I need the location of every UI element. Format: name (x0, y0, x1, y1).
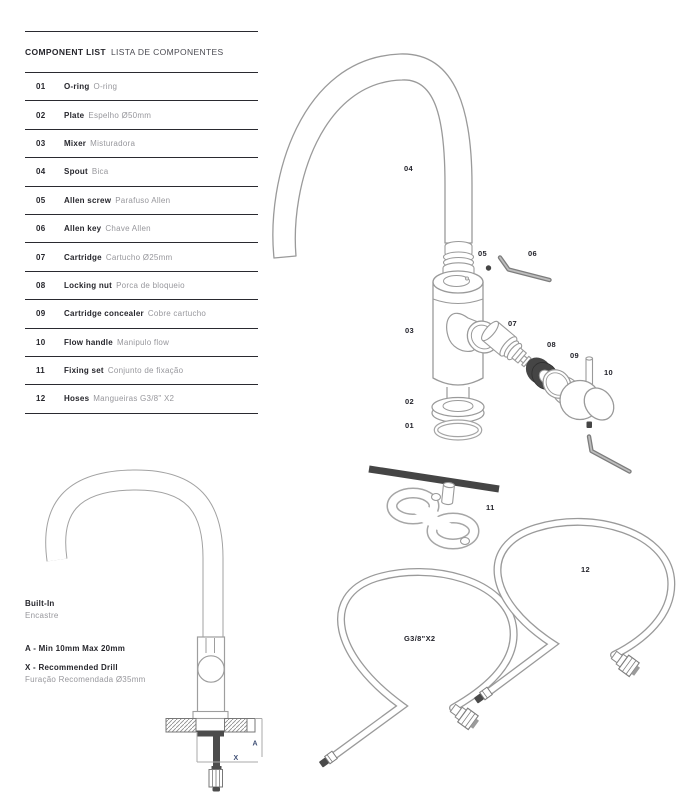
component-row (25, 357, 258, 385)
part-label-08: 08 (547, 340, 557, 349)
component-row (25, 243, 258, 271)
exploded-view (273, 54, 630, 472)
component-desc: Mangueiras G3/8" X2 (93, 394, 175, 404)
component-name: O-ring (64, 82, 90, 92)
builtin-notes (25, 598, 205, 686)
builtin-note-x-sub: Furação Recomendada Ø35mm (25, 675, 146, 684)
component-name: Allen key (64, 224, 102, 234)
component-list-title (25, 32, 258, 73)
allen-screw-drawing (486, 265, 491, 270)
dim-label-a: A (252, 740, 258, 748)
countertop-edge (247, 719, 255, 733)
component-desc: O-ring (93, 82, 118, 92)
component-number: 03 (36, 138, 46, 148)
component-name: Allen screw (64, 195, 112, 205)
component-row (25, 73, 258, 101)
builtin-title: Built-In (25, 599, 55, 608)
component-row (25, 300, 258, 328)
component-name: Cartridge concealer (64, 309, 144, 319)
component-name: Fixing set (64, 366, 104, 376)
hose-left-connector (318, 751, 337, 768)
component-number: 06 (36, 224, 46, 234)
part-label-10: 10 (604, 368, 614, 377)
component-desc: Manipulo flow (116, 337, 170, 347)
component-name: Locking nut (64, 280, 113, 290)
hose-size-label: G3/8"X2 (404, 634, 436, 643)
component-row (25, 329, 258, 357)
allen-key-bottom-drawing (589, 437, 630, 472)
part-label-06: 06 (528, 249, 538, 258)
component-desc: Bica (91, 167, 109, 177)
component-number: 07 (36, 252, 46, 262)
component-desc: Espelho Ø50mm (88, 110, 152, 120)
component-number: 05 (36, 195, 46, 205)
component-list (25, 31, 258, 414)
spout-drawing (273, 54, 472, 258)
countertop-left (166, 719, 196, 733)
component-number: 12 (36, 394, 46, 404)
component-desc: Parafuso Allen (115, 195, 171, 205)
component-number: 04 (36, 167, 46, 177)
horseshoe-washer-2 (419, 514, 474, 545)
component-name: Hoses (64, 394, 90, 404)
mounting-nut (197, 731, 225, 737)
countertop-right (225, 719, 248, 733)
component-list-title-en: COMPONENT LIST (25, 47, 106, 57)
component-row (25, 272, 258, 300)
builtin-flange (193, 712, 228, 719)
hose-right-fill (486, 522, 671, 694)
component-desc: Conjunto de fixação (107, 366, 184, 376)
builtin-note-a: A - Min 10mm Max 20mm (25, 644, 126, 653)
component-list-title-pt: LISTA DE COMPONENTES (110, 47, 224, 57)
component-row (25, 158, 258, 186)
component-name: Cartridge (64, 252, 102, 262)
component-row (25, 385, 258, 413)
component-desc: Chave Allen (105, 224, 151, 234)
component-row (25, 130, 258, 158)
part-label-03: 03 (405, 326, 415, 335)
allen-key-top-drawing (500, 258, 550, 281)
part-label-11: 11 (486, 503, 495, 512)
part-label-02: 02 (405, 397, 415, 406)
tip-nub (213, 787, 221, 792)
component-desc: Misturadora (90, 138, 136, 148)
hose-left-fill (331, 572, 514, 758)
hoses-view (318, 522, 671, 769)
component-number: 09 (36, 309, 46, 319)
part-label-04: 04 (404, 164, 414, 173)
part-label-01: 01 (405, 421, 415, 430)
oring-drawing (436, 422, 480, 439)
component-row (25, 215, 258, 243)
dim-label-x: X (233, 755, 239, 762)
component-number: 11 (36, 366, 45, 376)
handle-screw-drawing (587, 422, 593, 429)
fixing-cylinder-drawing (441, 482, 454, 505)
component-row (25, 101, 258, 129)
builtin-subtitle: Encastre (25, 611, 59, 620)
component-name: Mixer (64, 138, 87, 148)
component-name: Plate (64, 110, 85, 120)
builtin-note-x: X - Recommended Drill (25, 663, 118, 672)
part-label-12: 12 (581, 565, 591, 574)
component-number: 02 (36, 110, 46, 120)
component-number: 10 (36, 337, 46, 347)
component-name: Flow handle (64, 337, 113, 347)
component-desc: Porca de bloqueio (116, 280, 185, 290)
component-desc: Cobre cartucho (147, 309, 207, 319)
part-label-09: 09 (570, 351, 580, 360)
component-desc: Cartucho Ø25mm (105, 252, 173, 262)
component-number: 08 (36, 280, 46, 290)
component-row (25, 187, 258, 215)
component-number: 01 (36, 82, 46, 92)
fixing-set-view (369, 469, 499, 545)
part-label-07: 07 (508, 319, 518, 328)
part-label-05: 05 (478, 249, 488, 258)
component-name: Spout (64, 167, 88, 177)
threaded-rod-drawing (369, 469, 499, 489)
plate-drawing (432, 398, 484, 423)
